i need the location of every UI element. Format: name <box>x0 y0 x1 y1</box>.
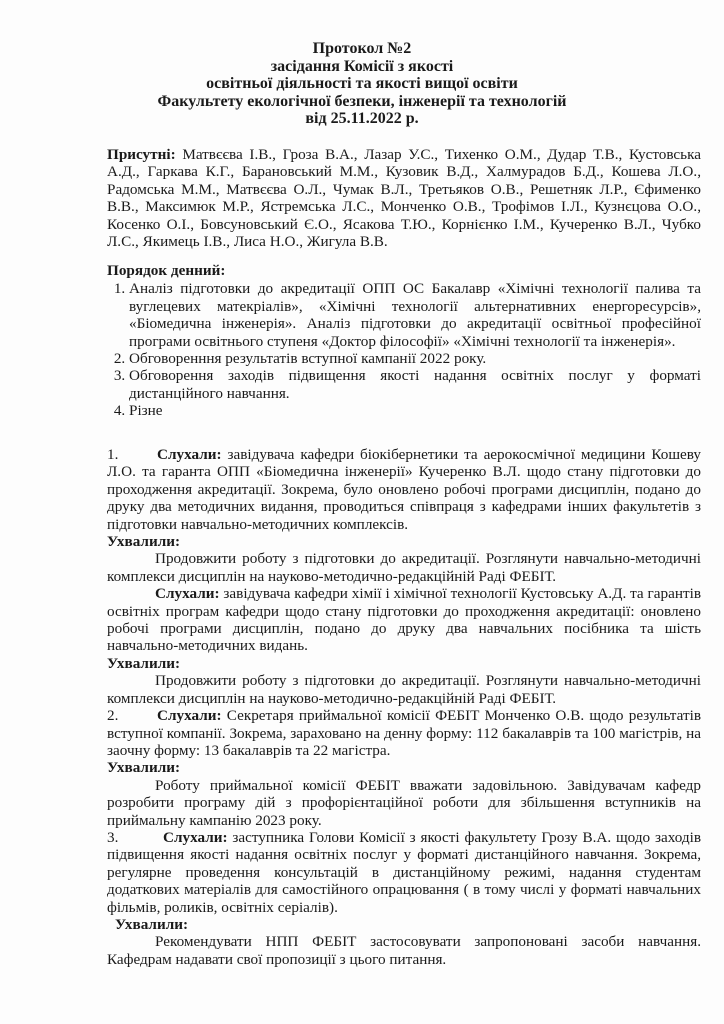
heard-paragraph-2 <box>107 707 701 759</box>
protocol-title: Протокол №2 <box>312 40 412 57</box>
decided-label: Ухвалили: <box>107 533 181 551</box>
agenda-item: 2. Обговоренння результатів вступної кампанії 2022 року. <box>129 350 701 367</box>
agenda-list <box>107 280 701 419</box>
attendees-section <box>107 146 701 250</box>
heard-label: Слухали: <box>157 446 222 463</box>
decided-label: Ухвалили: <box>107 759 181 777</box>
decided-paragraph-1a: Продовжити роботу з підготовки до акредитації. Розглянути навчально-методичні комплекси дисциплін на науково-методично-редакційній Раді ФЕБІТ. <box>107 550 701 585</box>
agenda-item: 1. Аналіз підготовки до акредитації ОПП ОС Бакалавр «Хімічні технології палива та вуглецевих матекріалів», «Хімічні технології альтернативних енергоресурсів», «Біомедична інженерія». Аналіз підготовки до акредитації освітньої професійної програми освітнього ступеня «Доктор філософії» «Хімічні технології та інженерія». <box>129 280 701 350</box>
attendees-label: Присутні: <box>107 146 176 163</box>
decided-paragraph-1b: Продовжити роботу з підготовки до акредитації. Розглянути навчально-методичні комплекси дисциплін на науково-методично-редакційній Раді ФЕБІТ. <box>107 672 701 707</box>
heard-paragraph-1b <box>107 585 701 655</box>
faculty-line: Факультету екологічної безпеки, інженерії та технологій <box>157 92 567 110</box>
heard-label: Слухали: <box>157 707 222 725</box>
document-header <box>0 40 724 128</box>
section-number: 3. <box>107 828 119 846</box>
agenda-title: Порядок денний: <box>107 262 226 279</box>
decided-label: Ухвалили: <box>115 915 189 933</box>
meeting-line: засідання Комісії з якості <box>270 57 454 75</box>
agenda-section <box>107 262 701 420</box>
heard-paragraph-3 <box>107 829 701 916</box>
heard-text: завідувача кафедри біокібернетики та аерокосмічної медицини Кошеву Л.О. та гаранта ОПП «Біомедична інженерії» Кучеренко В.Л. щодо стану підготовки до проходження акредитації. Зокрема, було оновлено робочі програми дисциплін, подано до друку два методичних видання, проводиться співпраця з кафедрами інших факультетів з підготовки навчально-методичних комплексів. <box>107 446 701 533</box>
heard-text: заступника Голови Комісії з якості факультету Грозу В.А. щодо заходів підвищення якості надання освітніх послуг у форматі дистанційного навчання. Зокрема, регулярне проведення консультацій в дистанційному режимі, надання студентам додаткових матеріалів для самостійного опрацювання ( в тому числі у форматі навчальних фільмів, роликів, освітніх серіалів). <box>107 828 701 916</box>
attendees-list: Матвєєва І.В., Гроза В.А., Лазар У.С., Тихенко О.М., Дудар Т.В., Кустовська А.Д., Гаркава К.Г., Барановський М.М., Кузовик В.Д., Халмурадов Б.Д., Кошева Л.О., Радомська М.М., Матвєєва О.Л., Чумак В.Л., Третьяков О.В., Решетняк Л.Р., Єфименко В.В., Максимюк М.Р., Ястремська Л.С., Монченко О.В., Трофімов І.Л., Кузнєцова О.О., Косенко О.І., Бовсуновський Є.О., Ясакова Т.Ю., Корнієнко І.М., Кучеренко В.Л., Чубко Л.С., Якимець І.В., Лиса Н.О., Жигула В.В. <box>107 146 701 251</box>
section-number: 1. <box>107 446 119 463</box>
heard-text: Секретаря приймальної комісії ФЕБІТ Монченко О.В. щодо результатів вступної компанії. Зокрема, зараховано на денну форму: 112 бакалаврів та 100 магістрів, на заочну форму: 13 бакалаврів та 22 магістра. <box>107 707 701 759</box>
protocol-date: від 25.11.2022 р. <box>305 110 419 127</box>
heard-text: завідувача кафедри хімії і хімічної технології Кустовську А.Д. та гарантів освітніх програм кафедри щодо стану підготовки до проходження акредитації: оновлено робочі програми дисциплін, подано до друку два навчальних посібника та шість навчально-методичних видань. <box>107 585 701 655</box>
heard-label: Слухали: <box>163 828 228 846</box>
heard-label: Слухали: <box>155 585 220 603</box>
decided-paragraph-2: Роботу приймальної комісії ФЕБІТ вважати задовільною. Завідувачам кафедр розробити програму дій з профорієнтаційної роботи для збільшення вступників на приймальну кампанію 2023 року. <box>107 776 701 829</box>
minutes-section <box>107 446 701 968</box>
commission-line: освітньої діяльності та якості вищої освіти <box>206 75 518 92</box>
decided-label: Ухвалили: <box>107 654 181 672</box>
agenda-item: 4. Різне <box>129 402 701 419</box>
decided-paragraph-3: Рекомендувати НПП ФЕБІТ застосовувати запропоновані засоби навчання. Кафедрам надавати свої пропозиції з цього питання. <box>107 933 701 968</box>
section-number: 2. <box>107 707 119 725</box>
heard-paragraph-1a <box>107 446 701 533</box>
agenda-item: 3. Обговорення заходів підвищення якості надання освітніх послуг у форматі дистанційного навчання. <box>129 367 701 402</box>
